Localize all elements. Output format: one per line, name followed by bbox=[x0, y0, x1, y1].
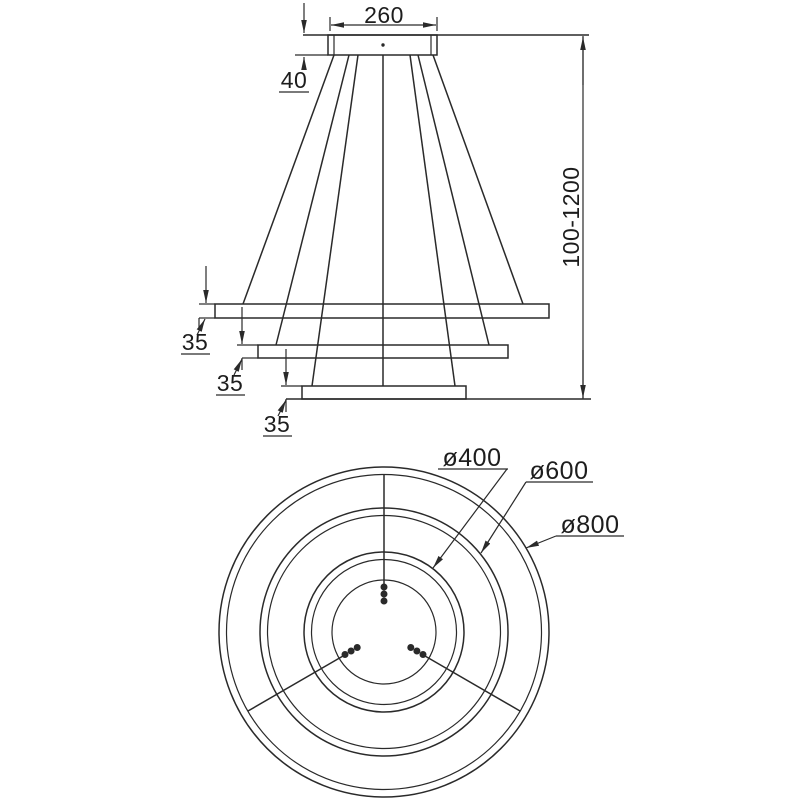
canopy-center-dot bbox=[381, 43, 384, 46]
thickness-value: 35 bbox=[216, 370, 244, 396]
attachment-dot bbox=[408, 645, 414, 651]
suspension-range-value: 100-1200 bbox=[558, 166, 584, 268]
attachment-dot bbox=[414, 648, 420, 654]
attachment-dot bbox=[420, 652, 426, 658]
attachment-dot bbox=[381, 598, 387, 604]
ring-600-profile bbox=[258, 345, 508, 358]
attachment-dot bbox=[348, 648, 354, 654]
diameter-600-value: ø600 bbox=[529, 457, 589, 485]
attachment-dot bbox=[381, 584, 387, 590]
thickness-value: 35 bbox=[181, 329, 209, 355]
attachment-dot bbox=[354, 645, 360, 651]
attachment-dot bbox=[342, 652, 348, 658]
thickness-value: 35 bbox=[263, 411, 291, 437]
diameter-400-value: ø400 bbox=[442, 444, 502, 472]
attachment-dot bbox=[381, 591, 387, 597]
canopy-width-value: 260 bbox=[364, 2, 404, 28]
ring-800-profile bbox=[215, 304, 549, 318]
ring-400-profile bbox=[302, 386, 466, 399]
canopy-height-value: 40 bbox=[280, 67, 308, 93]
diameter-800-value: ø800 bbox=[560, 511, 620, 539]
